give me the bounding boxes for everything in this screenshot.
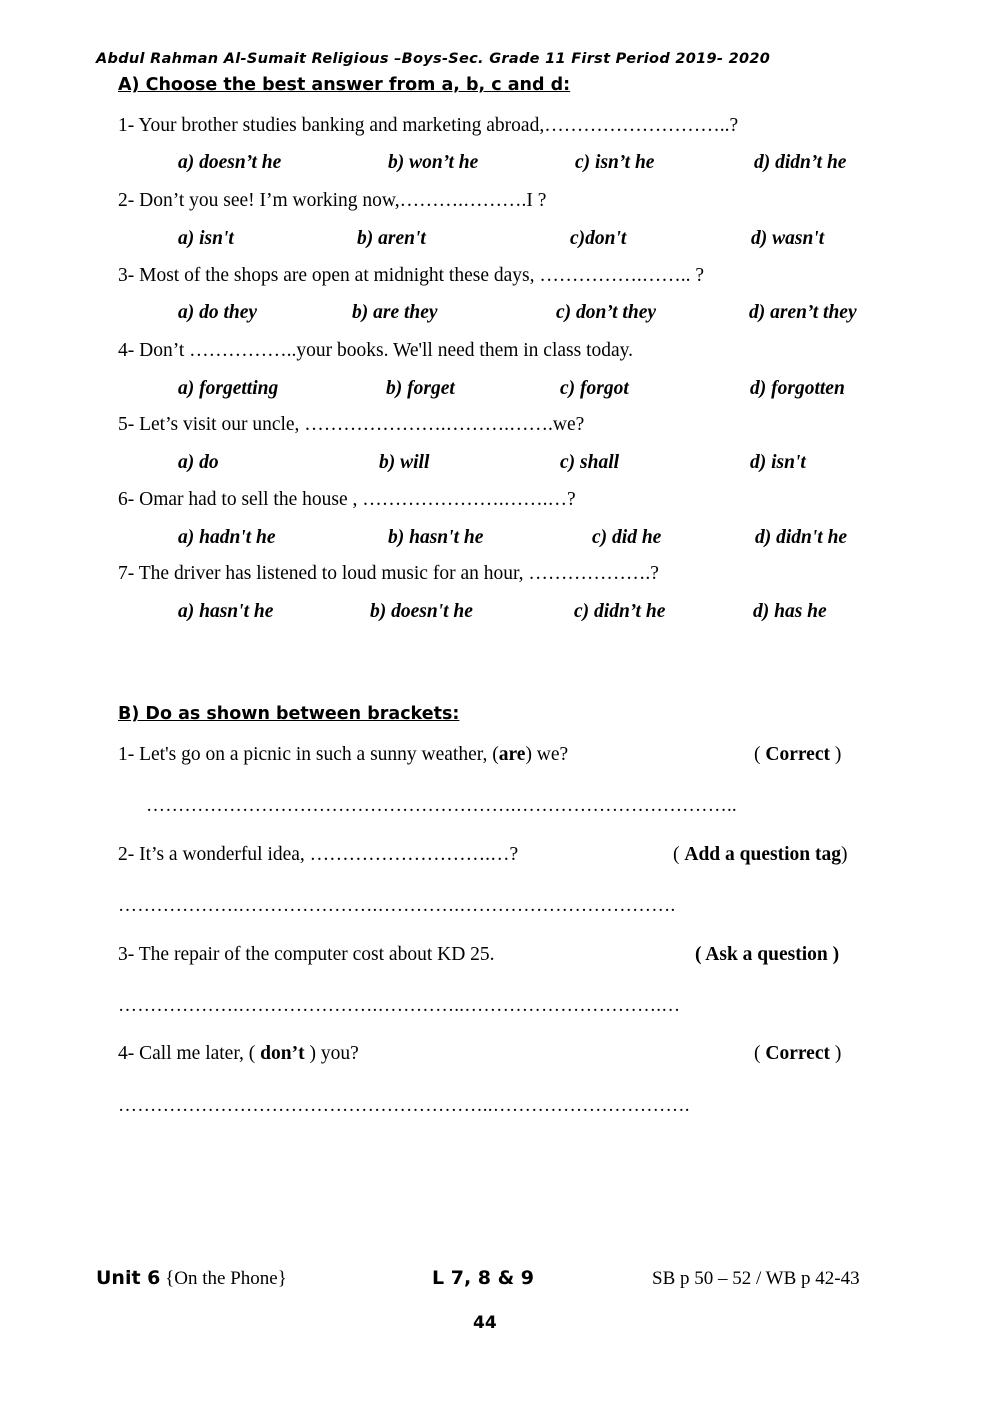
question-4-option-a[interactable]: a) forgetting — [178, 378, 279, 399]
question-6-option-b[interactable]: b) hasn't he — [388, 527, 484, 548]
question-2-text: 2- Don’t you see! I’m working now,……….……….I ? — [118, 190, 547, 211]
b-item-4-bold: don’t — [260, 1043, 305, 1064]
b-item-2-text — [118, 844, 518, 866]
question-7-option-c[interactable]: c) didn’t he — [574, 601, 666, 622]
question-7-option-a[interactable]: a) hasn't he — [178, 601, 274, 622]
question-4-option-c[interactable]: c) forgot — [560, 378, 629, 399]
b-item-3-instruction — [695, 944, 839, 966]
question-1-option-c[interactable]: c) isn’t he — [575, 152, 655, 173]
b-item-2-instruction — [673, 844, 847, 866]
question-3-option-c[interactable]: c) don’t they — [556, 302, 657, 323]
question-1-option-d[interactable]: d) didn’t he — [754, 152, 847, 173]
question-7-option-d[interactable]: d) has he — [753, 601, 827, 622]
question-5-text: 5- Let’s visit our uncle, ………………….……….…….we? — [118, 414, 585, 435]
question-3-option-b[interactable]: b) are they — [352, 302, 438, 323]
b-item-1-instruction — [754, 744, 841, 766]
footer-book-pages: SB p 50 – 52 / WB p 42-43 — [652, 1268, 860, 1289]
b-item-4-text — [118, 1043, 359, 1065]
footer-unit-title: {On the Phone} — [160, 1268, 287, 1289]
question-2-option-b[interactable]: b) aren't — [357, 228, 426, 249]
b-item-4-instr-bold: Correct — [765, 1043, 830, 1064]
b-item-1-post: ) we? — [525, 744, 569, 765]
b-item-1-instr-bold: Correct — [765, 744, 830, 765]
b-item-4-pre: 4- Call me later, ( — [118, 1043, 261, 1064]
question-2-option-c[interactable]: c)don't — [570, 228, 627, 249]
question-4-option-d[interactable]: d) forgotten — [750, 378, 845, 399]
question-1-option-a[interactable]: a) doesn’t he — [178, 152, 282, 173]
question-6-option-c[interactable]: c) did he — [592, 527, 662, 548]
b-item-2-instr-open: ( — [673, 844, 685, 865]
b-item-2-pre: 2- It’s a wonderful idea, ……………………….…? — [118, 844, 519, 865]
footer-lessons: L 7, 8 & 9 — [432, 1267, 535, 1289]
b-item-1-bold: are — [498, 744, 526, 765]
question-7-option-b[interactable]: b) doesn't he — [370, 601, 473, 622]
b-item-1-text — [118, 744, 568, 766]
question-3-option-a[interactable]: a) do they — [178, 302, 258, 323]
question-2-option-a[interactable]: a) isn't — [178, 228, 234, 249]
b-item-4-instruction — [754, 1043, 841, 1065]
b-item-3-answer-line[interactable]: ……………….………………….…………..………………………….… — [118, 995, 681, 1016]
question-5-option-d[interactable]: d) isn't — [750, 452, 806, 473]
b-item-1-pre: 1- Let's go on a picnic in such a sunny weather, ( — [118, 744, 499, 765]
b-item-3-text — [118, 944, 495, 966]
b-item-2-instr-bold: Add a question tag — [684, 844, 841, 865]
question-3-text: 3- Most of the shops are open at midnight these days, …………….…….. ? — [118, 265, 704, 286]
b-item-3-instr-bold: ( Ask a question ) — [695, 944, 840, 965]
section-b-title: B) Do as shown between brackets: — [118, 704, 460, 724]
question-6-text: 6- Omar had to sell the house , ………………….…….…? — [118, 489, 576, 510]
b-item-1-answer-line[interactable]: ………………………………………………….…………………………….. — [146, 795, 737, 816]
question-5-option-a[interactable]: a) do — [178, 452, 219, 473]
b-item-4-instr-close: ) — [829, 1043, 842, 1064]
footer-unit-label: Unit 6 — [96, 1267, 161, 1289]
question-5-option-c[interactable]: c) shall — [560, 452, 620, 473]
page-header: Abdul Rahman Al-Sumait Religious –Boys-Sec. Grade 11 First Period 2019- 2020 — [96, 51, 771, 67]
question-3-option-d[interactable]: d) aren’t they — [749, 302, 857, 323]
b-item-1-instr-close: ) — [829, 744, 842, 765]
page-number: 44 — [473, 1313, 497, 1333]
question-5-option-b[interactable]: b) will — [379, 452, 430, 473]
b-item-4-post: ) you? — [304, 1043, 359, 1064]
question-2-option-d[interactable]: d) wasn't — [751, 228, 825, 249]
question-4-text: 4- Don’t ……………..your books. We'll need them in class today. — [118, 340, 634, 361]
question-7-text: 7- The driver has listened to loud music for an hour, ……………….? — [118, 563, 659, 584]
b-item-4-instr-open: ( — [754, 1043, 766, 1064]
b-item-4-answer-line[interactable]: …………………………………………………..…………………………. — [118, 1095, 690, 1116]
question-6-option-a[interactable]: a) hadn't he — [178, 527, 276, 548]
b-item-3-pre: 3- The repair of the computer cost about KD 25. — [118, 944, 495, 965]
b-item-2-answer-line[interactable]: ……………….………………….………….……………………………. — [118, 895, 676, 916]
b-item-2-instr-close: ) — [840, 844, 848, 865]
question-1-text: 1- Your brother studies banking and marketing abroad,………………………..? — [118, 115, 739, 136]
question-6-option-d[interactable]: d) didn't he — [755, 527, 848, 548]
section-a-title: A) Choose the best answer from a, b, c and d: — [118, 75, 571, 95]
b-item-1-instr-open: ( — [754, 744, 766, 765]
footer-unit — [96, 1267, 287, 1290]
question-4-option-b[interactable]: b) forget — [386, 378, 455, 399]
question-1-option-b[interactable]: b) won’t he — [388, 152, 479, 173]
